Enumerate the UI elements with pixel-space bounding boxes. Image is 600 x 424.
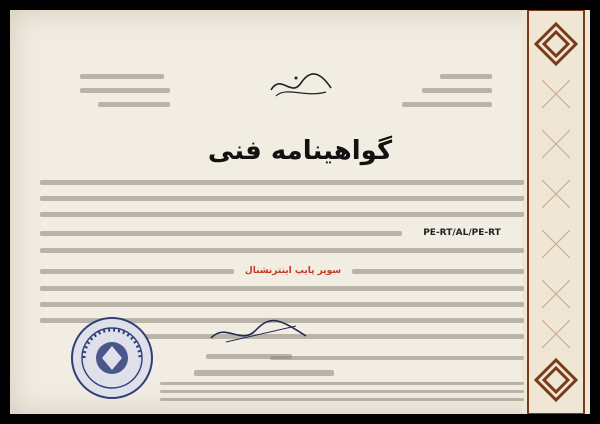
body-line-8 bbox=[40, 302, 524, 307]
footnote-line bbox=[270, 356, 524, 360]
signatory-name-line bbox=[206, 354, 292, 359]
certificate-meta-line-2 bbox=[80, 88, 170, 93]
body-line-7 bbox=[40, 286, 524, 291]
certificate-meta-line-3 bbox=[98, 102, 170, 107]
body-line-3 bbox=[40, 212, 524, 217]
bismillah-calligraphy-icon bbox=[266, 68, 336, 104]
fineprint-line-1 bbox=[160, 382, 524, 385]
body-line-2 bbox=[40, 196, 524, 201]
certificate-sheet bbox=[10, 10, 590, 414]
fineprint-line-2 bbox=[160, 390, 524, 393]
ministry-header-line-3 bbox=[402, 102, 492, 107]
body-line-10 bbox=[130, 334, 524, 339]
ministry-header-line-2 bbox=[422, 88, 492, 93]
body-line-6 bbox=[40, 269, 234, 274]
body-line-1 bbox=[40, 180, 524, 185]
fineprint-line-3 bbox=[160, 398, 524, 401]
certificate-title: گواهینامه فنی bbox=[207, 136, 393, 166]
ministry-header-line-1 bbox=[440, 74, 492, 79]
signatory-title-line bbox=[194, 370, 334, 376]
signature-icon bbox=[206, 318, 316, 348]
decorative-border bbox=[522, 10, 590, 414]
product-code: PE-RT/AL/PE-RT bbox=[423, 228, 501, 238]
institution-seal-icon bbox=[70, 316, 154, 400]
body-line-4 bbox=[40, 231, 402, 236]
body-line-5 bbox=[40, 248, 524, 253]
body-line-6b bbox=[352, 269, 524, 274]
certificate-meta-line-1 bbox=[80, 74, 164, 79]
brand-name: سوپر پایپ اینترنشنال bbox=[244, 266, 342, 276]
